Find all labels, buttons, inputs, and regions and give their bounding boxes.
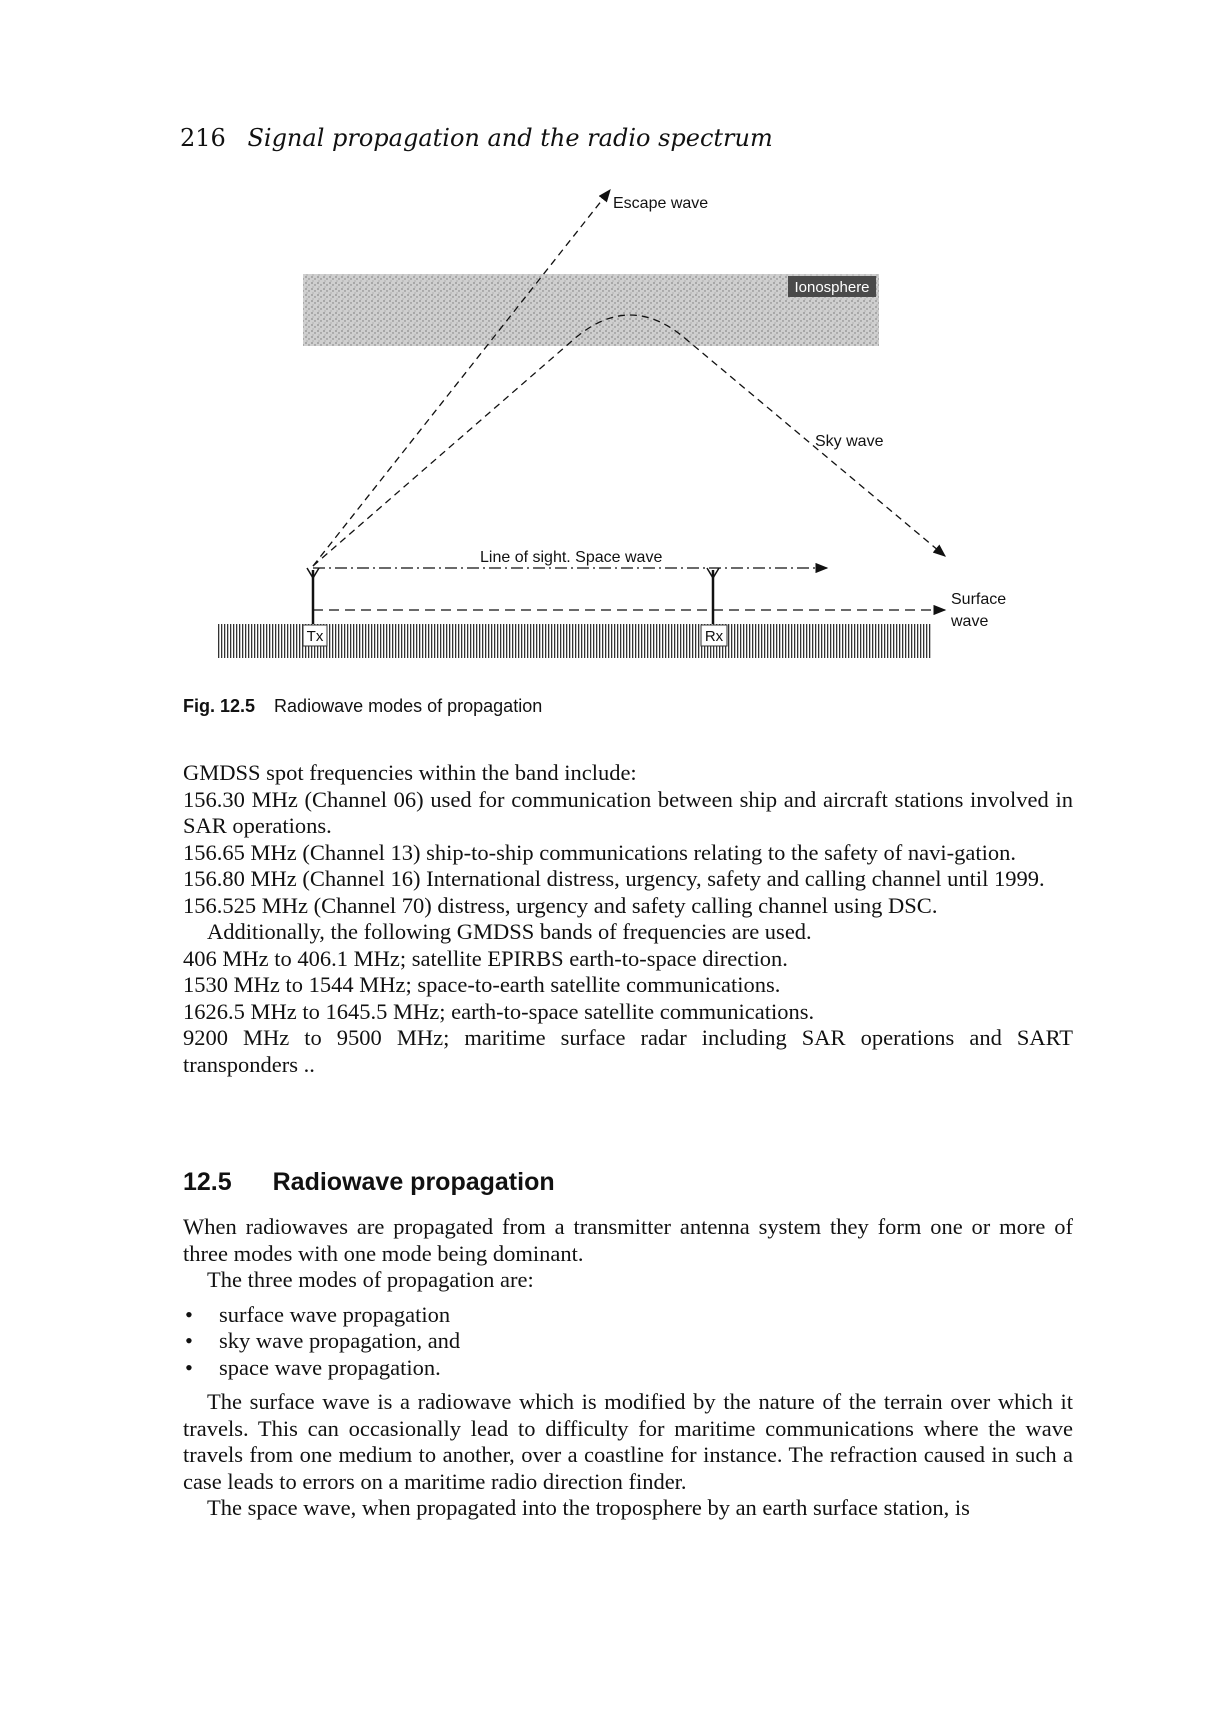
section-para-1: When radiowaves are propagated from a transmitter antenna system they form one or more of three modes with one mode being dominant.	[183, 1214, 1073, 1266]
list-item: • surface wave propagation	[183, 1302, 1073, 1329]
page-number: 216	[180, 124, 226, 152]
section-number: 12.5	[183, 1168, 232, 1196]
section-body	[183, 1214, 1073, 1522]
propagation-figure	[215, 180, 1075, 680]
running-title: Signal propagation and the radio spectrum	[247, 124, 773, 152]
escape-wave-path	[313, 190, 610, 566]
escape-wave-label: Escape wave	[613, 195, 709, 212]
gmdss-block	[183, 760, 1073, 1078]
sky-wave-label: Sky wave	[815, 433, 884, 450]
gmdss-additionally: Additionally, the following GMDSS bands of frequencies are used.	[207, 919, 812, 944]
section-para-3: The surface wave is a radiowave which is modified by the nature of the terrain over which it travels. This can occasionally lead to difficulty for maritime communications where the wave travels from one medium to another, over a coastline for instance. The refraction caused in such a case leads to errors on a maritime radio direction finder.	[183, 1389, 1073, 1494]
space-wave-label: Line of sight. Space wave	[480, 549, 663, 566]
gmdss-band-4: 9200 MHz to 9500 MHz; maritime surface radar including SAR operations and SART transponders ..	[183, 1025, 1073, 1077]
running-head	[180, 124, 773, 152]
rx-label: Rx	[704, 628, 724, 645]
surface-wave-label-1: Surface	[951, 591, 1007, 608]
gmdss-item-2: 156.65 MHz (Channel 13) ship-to-ship communications relating to the safety of navi-gation.	[183, 839, 1016, 865]
section-para-4: The space wave, when propagated into the troposphere by an earth surface station, is	[207, 1495, 970, 1520]
ionosphere-label: Ionosphere	[794, 279, 870, 296]
section-heading	[183, 1168, 555, 1197]
gmdss-band-2: 1530 MHz to 1544 MHz; space-to-earth satellite communications.	[183, 972, 781, 997]
section-title: Radiowave propagation	[272, 1168, 555, 1196]
figure-caption	[183, 696, 542, 717]
gmdss-item-3: 156.80 MHz (Channel 16) International distress, urgency, safety and calling channel until 1999.	[183, 866, 1045, 891]
modes-list	[183, 1302, 1073, 1382]
tx-label: Tx	[306, 628, 324, 645]
gmdss-band-3: 1626.5 MHz to 1645.5 MHz; earth-to-space satellite communications.	[183, 998, 815, 1024]
gmdss-item-1: 156.30 MHz (Channel 06) used for communication between ship and aircraft stations involved in SAR operations.	[183, 786, 1073, 838]
caption-text: Radiowave modes of propagation	[274, 696, 543, 716]
surface-wave-label-2: wave	[951, 613, 989, 630]
list-item: • space wave propagation.	[183, 1355, 1073, 1382]
section-para-2: The three modes of propagation are:	[207, 1267, 534, 1292]
gmdss-intro: GMDSS spot frequencies within the band include:	[183, 760, 637, 785]
caption-number: Fig. 12.5	[183, 696, 256, 716]
gmdss-item-4: 156.525 MHz (Channel 70) distress, urgency and safety calling channel using DSC.	[183, 892, 938, 918]
list-item: • sky wave propagation, and	[183, 1328, 1073, 1355]
gmdss-band-1: 406 MHz to 406.1 MHz; satellite EPIRBS earth-to-space direction.	[183, 945, 788, 971]
propagation-diagram	[215, 180, 1075, 680]
